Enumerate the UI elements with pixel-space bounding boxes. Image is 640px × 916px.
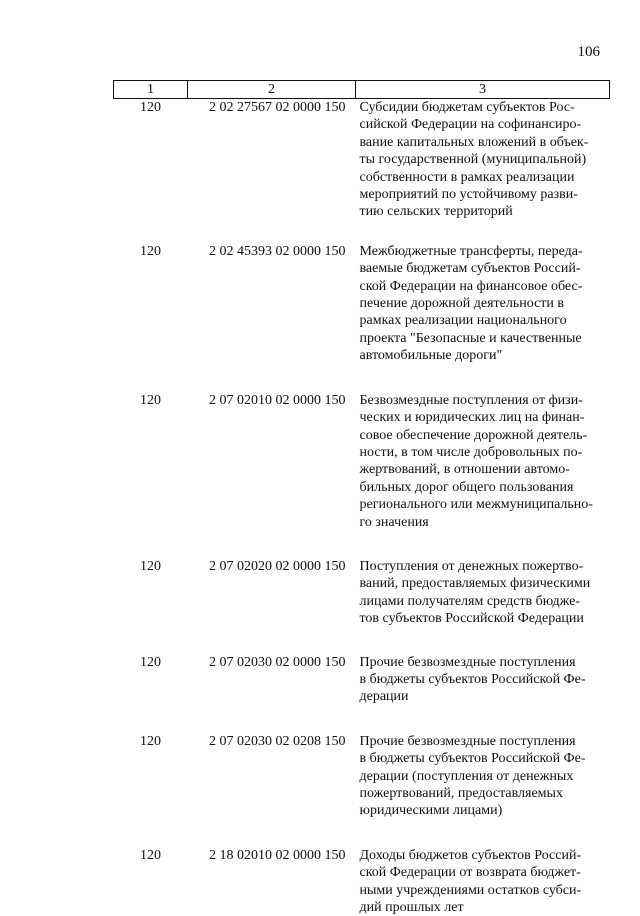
description-line: Субсидии бюджетам субъектов Рос-	[359, 100, 575, 115]
column-header-1: 1	[114, 81, 188, 99]
revenue-description	[356, 99, 610, 243]
revenue-description	[356, 243, 610, 392]
description-line: Межбюджетные трансферты, переда-	[359, 243, 583, 259]
budget-classification-code: 2 07 02010 02 0000 150	[209, 392, 346, 408]
admin-code: 120	[140, 392, 161, 408]
description-line: вание капитальных вложений в объек-	[359, 134, 589, 150]
description-line: Безвозмездные поступления от физи-	[359, 392, 583, 408]
admin-code: 120	[140, 847, 161, 863]
description-line: ской Федерации на финансовое обес-	[359, 278, 583, 294]
description-line: лицами получателям средств бюдже-	[359, 593, 581, 609]
table-row	[114, 392, 610, 558]
revenue-description	[356, 392, 610, 558]
description-line: проекта "Безопасные и качественные	[359, 330, 582, 346]
description-line: ности, в том числе добровольных по-	[359, 444, 583, 460]
description-line: в бюджеты субъектов Российской Фе-	[359, 751, 586, 767]
description-line: дерации	[359, 689, 409, 705]
description-line: ты государственной (муниципальной)	[359, 152, 587, 168]
description-line: Прочие безвозмездные поступления	[359, 654, 576, 670]
table-row	[114, 558, 610, 654]
budget-classification-code: 2 02 27567 02 0000 150	[209, 100, 346, 115]
column-header-2: 2	[188, 81, 356, 99]
description-line: ными учреждениями остатков субси-	[359, 882, 582, 898]
description-line: ской Федерации от возврата бюджет-	[359, 865, 581, 881]
table-row	[114, 733, 610, 847]
column-header-3: 3	[356, 81, 610, 99]
description-line: регионального или межмуниципально-	[359, 497, 593, 513]
budget-classification-code: 2 07 02030 02 0000 150	[209, 654, 346, 670]
description-line: мероприятий по устойчивому разви-	[359, 187, 578, 203]
description-line: бильных дорог общего пользования	[359, 479, 574, 495]
budget-classification-code: 2 07 02020 02 0000 150	[209, 558, 346, 574]
description-line: собственности в рамках реализации	[359, 169, 575, 185]
description-line: юридическими лицами)	[359, 803, 503, 819]
admin-code: 120	[140, 100, 161, 115]
description-line: сийской Федерации на софинансиро-	[359, 117, 582, 133]
description-line: жертвований, в отношении автомо-	[359, 462, 570, 478]
budget-classification-code: 2 02 45393 02 0000 150	[209, 243, 346, 259]
description-line: ческих и юридических лиц на финан-	[359, 410, 585, 426]
revenue-description	[356, 847, 610, 916]
description-line: рамках реализации национального	[359, 313, 567, 329]
revenue-description	[356, 654, 610, 733]
table-row	[114, 654, 610, 733]
description-line: Доходы бюджетов субъектов Россий-	[359, 847, 582, 863]
budget-classification-code: 2 18 02010 02 0000 150	[209, 847, 346, 863]
revenue-description	[356, 733, 610, 847]
description-line: дерации (поступления от денежных	[359, 768, 574, 784]
description-line: тов субъектов Российской Федерации	[359, 611, 584, 627]
admin-code: 120	[140, 558, 161, 574]
admin-code: 120	[140, 654, 161, 670]
page-number: 106	[577, 44, 600, 60]
description-line: совое обеспечение дорожной деятель-	[359, 427, 588, 443]
description-line: пожертвований, предоставляемых	[359, 786, 563, 801]
description-line: ваний, предоставляемых физическими	[359, 576, 591, 592]
table-row	[114, 99, 610, 243]
table-header-row	[114, 81, 610, 99]
admin-code: 120	[140, 243, 161, 259]
description-line: тию сельских территорий	[359, 204, 513, 220]
description-line: Прочие безвозмездные поступления	[359, 733, 576, 749]
budget-classification-code: 2 07 02030 02 0208 150	[209, 733, 346, 749]
admin-code: 120	[140, 733, 161, 749]
description-line: дий прошлых лет	[359, 900, 464, 916]
description-line: Поступления от денежных пожертво-	[359, 558, 584, 574]
description-line: го значения	[359, 514, 429, 530]
revenue-description	[356, 558, 610, 654]
table-row	[114, 243, 610, 392]
description-line: в бюджеты субъектов Российской Фе-	[359, 671, 586, 687]
budget-codes-table	[113, 80, 610, 916]
description-line: ваемые бюджетам субъектов Россий-	[359, 261, 581, 277]
description-line: печение дорожной деятельности в	[359, 296, 564, 312]
description-line: автомобильные дороги"	[359, 348, 503, 364]
table-row	[114, 847, 610, 916]
